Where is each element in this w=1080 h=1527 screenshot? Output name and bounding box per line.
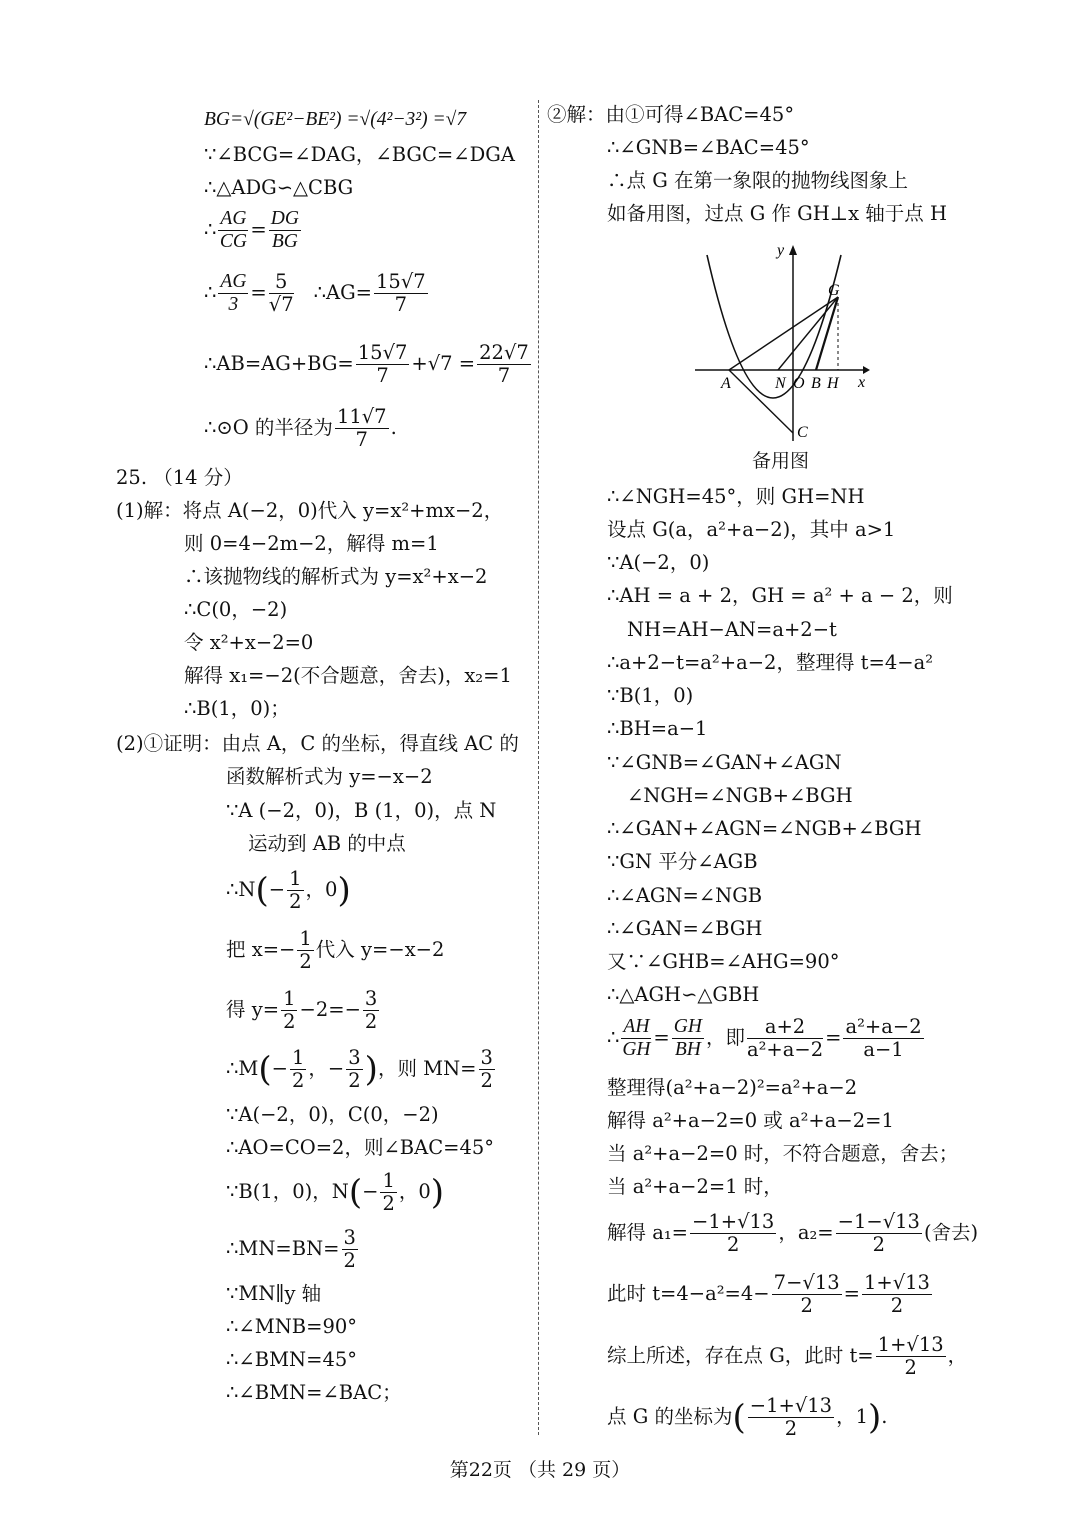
denominator: GH	[622, 1039, 651, 1060]
denominator: BH	[674, 1039, 701, 1060]
line: ∴AO=CO=2，则∠BAC=45°	[226, 1136, 495, 1159]
text: 此时 t=4−a²=4−	[607, 1282, 770, 1305]
text: ∴MN=BN=	[226, 1237, 340, 1260]
text: .	[881, 1405, 888, 1428]
line: ∴BH=a−1	[607, 717, 708, 740]
numerator: 3	[343, 1226, 356, 1249]
numerator: 3	[364, 987, 378, 1010]
fraction	[380, 1170, 396, 1215]
line: ∴∠GAN+∠AGN=∠NGB+∠BGH	[607, 817, 922, 840]
paren: )	[430, 1172, 445, 1213]
text: ∴	[204, 281, 217, 304]
fraction	[346, 1047, 362, 1092]
text: ，	[947, 1344, 968, 1367]
fraction	[477, 342, 531, 387]
line-ratio-2	[204, 271, 430, 316]
fraction	[269, 208, 301, 253]
text: ∴	[204, 218, 217, 241]
line-ratio-1	[204, 208, 303, 253]
fraction	[297, 928, 313, 973]
fraction	[363, 988, 379, 1033]
fraction	[218, 271, 248, 316]
text: 解得 a₁=	[607, 1221, 688, 1244]
fraction	[218, 208, 248, 253]
fraction	[269, 271, 294, 316]
line: ∵MN∥y 轴	[226, 1282, 322, 1305]
line: ∴AH = a + 2，GH = a² + a − 2，则	[607, 584, 953, 607]
line-m-coord	[226, 1047, 497, 1092]
line: ∴C(0，−2)	[184, 598, 288, 621]
denominator: 2	[726, 1233, 740, 1256]
line: ∵GN 平分∠AGB	[607, 850, 758, 873]
text: ，则 MN=	[377, 1057, 477, 1080]
line-g-coord	[607, 1395, 887, 1440]
numerator: DG	[270, 208, 299, 229]
text: 点 G 的坐标为	[607, 1405, 733, 1428]
numerator: 7−√13	[773, 1271, 840, 1294]
line: ②解：由①可得∠BAC=45°	[547, 103, 795, 126]
label-n: N	[775, 375, 786, 392]
denominator: 2	[283, 1010, 296, 1033]
denominator: 2	[299, 950, 312, 973]
denominator: 2	[291, 1069, 305, 1092]
line: 则 0=4−2m−2，解得 m=1	[184, 532, 439, 555]
line: ∴∠GNB=∠BAC=45°	[607, 136, 810, 159]
numerator: −1−√13	[837, 1210, 920, 1233]
line: 如备用图，过点 G 作 GH⊥x 轴于点 H	[607, 202, 947, 225]
numerator: 1	[291, 1046, 305, 1069]
column-divider	[538, 100, 539, 1435]
denominator: BG	[271, 231, 298, 252]
line: ∵A(−2，0)	[607, 551, 710, 574]
line: ∠NGH=∠NGB+∠BGH	[627, 784, 853, 807]
fraction	[335, 406, 389, 451]
denominator: 7	[394, 293, 408, 316]
line: 令 x²+x−2=0	[184, 631, 314, 654]
text: =	[843, 1282, 860, 1305]
numerator: a²+a−2	[845, 1015, 922, 1038]
denominator: 2	[890, 1294, 904, 1317]
numerator: 1	[283, 987, 296, 1010]
fraction	[287, 868, 303, 913]
line-radius	[204, 406, 397, 451]
label-b: B	[811, 375, 821, 392]
numerator: 3	[348, 1046, 361, 1069]
text: ，−	[308, 1057, 345, 1080]
denominator: 2	[872, 1233, 885, 1256]
text: (舍去)	[923, 1221, 979, 1244]
text: .	[390, 416, 397, 439]
fraction	[374, 271, 428, 316]
text: 综上所述，存在点 G，此时 t=	[607, 1344, 874, 1367]
text: 代入 y=−x−2	[315, 938, 445, 961]
denominator: a−1	[863, 1038, 904, 1061]
y-axis-arrow	[789, 245, 797, 255]
fraction	[836, 1211, 922, 1256]
numerator: 22√7	[479, 341, 529, 364]
line-y-value	[226, 988, 381, 1033]
text: 把 x=−	[226, 938, 296, 961]
label-y: y	[777, 242, 785, 259]
fraction	[672, 1016, 704, 1061]
problem-heading: 25. （14 分）	[116, 466, 243, 489]
label-x: x	[858, 374, 866, 391]
denominator: CG	[219, 231, 247, 252]
label-o: O	[793, 375, 805, 392]
text: ∴M	[226, 1057, 259, 1080]
text: ，a₂=	[778, 1221, 834, 1244]
text: ，即	[705, 1026, 745, 1049]
numerator: a+2	[747, 1016, 823, 1039]
fraction	[843, 1016, 923, 1061]
numerator: −1+√13	[749, 1394, 833, 1417]
numerator: AH	[623, 1016, 650, 1037]
line: 又∵∠GHB=∠AHG=90°	[607, 950, 840, 973]
denominator: 2	[343, 1249, 356, 1272]
line: ∴∠BMN=∠BAC；	[226, 1381, 402, 1404]
line: 整理得(a²+a−2)²=a²+a−2	[607, 1076, 858, 1099]
line: 运动到 AB 的中点	[248, 832, 406, 855]
line: ∴∠GAN=∠BGH	[607, 917, 763, 940]
numerator: 3	[480, 1046, 493, 1069]
text: ，0	[305, 878, 338, 901]
denominator: 2	[289, 890, 302, 913]
text: ∴⊙O 的半径为	[204, 416, 333, 439]
numerator: AG	[220, 208, 247, 229]
text: ，0	[398, 1180, 431, 1203]
line: ∴该抛物线的解析式为 y=x²+x−2	[184, 565, 488, 588]
line-proportion	[607, 1016, 926, 1061]
denominator: a²+a−2	[746, 1038, 824, 1061]
label-c: C	[797, 424, 808, 441]
denominator: 2	[784, 1417, 798, 1440]
denominator: 2	[382, 1192, 395, 1215]
paren: )	[337, 870, 351, 911]
denominator: 7	[355, 428, 368, 451]
line-n-coord	[226, 868, 351, 913]
text: ∴AB=AG+BG=	[204, 352, 354, 375]
denominator: 3	[228, 294, 239, 315]
line-angle-equal: ∵∠BCG=∠DAG，∠BGC=∠DGA	[204, 143, 515, 166]
line: 解得 x₁=−2(不合题意，舍去)，x₂=1	[184, 664, 512, 687]
line-a-solutions	[607, 1211, 978, 1256]
numerator: 1	[382, 1169, 395, 1192]
line: 当 a²+a−2=1 时，	[607, 1175, 783, 1198]
text: 得 y=	[226, 998, 280, 1021]
line-ab-value	[204, 342, 533, 387]
line-t-value	[607, 1272, 934, 1317]
line-conclusion	[607, 1334, 967, 1379]
label-h: H	[827, 375, 839, 392]
denominator: 2	[904, 1356, 917, 1379]
fraction	[621, 1016, 651, 1061]
denominator: 7	[376, 364, 389, 387]
numerator: GH	[673, 1016, 702, 1037]
line: ∵A(−2，0)，C(0，−2)	[226, 1103, 439, 1126]
fraction	[862, 1272, 932, 1317]
line: NH=AH−AN=a+2−t	[627, 618, 837, 641]
line-mn-bn	[226, 1227, 360, 1272]
paren: (	[732, 1397, 746, 1438]
line: ∴∠BMN=45°	[226, 1348, 358, 1371]
line: ∴a+2−t=a²+a−2，整理得 t=4−a²	[607, 651, 934, 674]
fraction	[290, 1047, 306, 1092]
label-a: A	[721, 375, 731, 392]
line-similar-triangles: ∴△ADG∽△CBG	[204, 176, 354, 199]
line: 设点 G(a，a²+a−2)，其中 a>1	[607, 518, 896, 541]
numerator: 15√7	[376, 270, 426, 293]
fraction	[748, 1395, 834, 1440]
fraction	[690, 1211, 776, 1256]
line-substitute	[226, 928, 444, 973]
fraction	[772, 1272, 842, 1317]
denominator: 2	[348, 1069, 361, 1092]
line: ∵B(1，0)	[607, 684, 694, 707]
line: 函数解析式为 y=−x−2	[226, 765, 433, 788]
line: ∵∠GNB=∠GAN+∠AGN	[607, 751, 842, 774]
line: 当 a²+a−2=0 时，不符合题意，舍去；	[607, 1142, 959, 1165]
paren: )	[364, 1049, 378, 1090]
line: ∴点 G 在第一象限的抛物线图象上	[607, 169, 908, 192]
paren: (	[258, 1049, 272, 1090]
text: −	[271, 1057, 288, 1080]
denominator: 2	[364, 1010, 378, 1033]
fraction	[356, 342, 410, 387]
numerator: 1	[299, 927, 312, 950]
text: =	[250, 218, 267, 241]
denominator: 2	[800, 1294, 813, 1317]
text: ∴AG=	[313, 281, 373, 304]
line-b-n-coords	[226, 1170, 444, 1215]
text: −	[268, 878, 286, 901]
numerator: 15√7	[357, 341, 408, 364]
text: −2=−	[299, 998, 361, 1021]
page-footer: 第22页 （共 29 页）	[449, 1459, 631, 1481]
line: ∴△AGH∽△GBH	[607, 983, 760, 1006]
fraction	[342, 1227, 358, 1272]
paren: )	[868, 1397, 882, 1438]
line-ag	[729, 297, 838, 370]
figure-caption: 备用图	[752, 450, 810, 472]
numerator: 5	[269, 271, 294, 294]
text: ∵B(1，0)，N	[226, 1180, 349, 1203]
line: ∴∠AGN=∠NGB	[607, 884, 763, 907]
text: =	[250, 281, 267, 304]
line-bg-value: BG=√(GE²−BE²) =√(4²−3²) =√7	[204, 109, 467, 130]
text: ，1	[836, 1405, 868, 1428]
numerator: AG	[220, 271, 247, 292]
text: ∴	[607, 1026, 620, 1049]
denominator: √7	[268, 293, 294, 316]
line: ∴∠NGH=45°，则 GH=NH	[607, 485, 865, 508]
fraction	[281, 988, 297, 1033]
line: ∵A (−2，0)，B (1，0)，点 N	[226, 799, 497, 822]
text: =	[653, 1026, 670, 1049]
denominator: 2	[480, 1069, 493, 1092]
paren: (	[348, 1172, 363, 1213]
numerator: 11√7	[336, 405, 387, 428]
line: (2)①证明：由点 A，C 的坐标，得直线 AC 的	[116, 732, 519, 755]
parabola-figure	[695, 241, 870, 441]
numerator: −1+√13	[691, 1210, 775, 1233]
numerator: 1+√13	[877, 1333, 944, 1356]
label-g: G	[828, 282, 840, 299]
line: ∴B(1，0)；	[184, 697, 290, 720]
fraction	[747, 1016, 823, 1061]
fraction	[876, 1334, 946, 1379]
text: ∴N	[226, 878, 256, 901]
numerator: 1	[289, 867, 302, 890]
line: (1)解：将点 A(−2，0)代入 y=x²+mx−2，	[116, 499, 504, 522]
line: ∴∠MNB=90°	[226, 1315, 358, 1338]
numerator: 1+√13	[863, 1271, 930, 1294]
fraction	[479, 1047, 495, 1092]
x-axis-arrow	[863, 366, 870, 374]
paren: (	[255, 870, 269, 911]
text: =	[825, 1026, 842, 1049]
text: −	[362, 1180, 379, 1203]
denominator: 7	[497, 364, 511, 387]
line: 解得 a²+a−2=0 或 a²+a−2=1	[607, 1109, 894, 1132]
text: +√7 =	[411, 352, 476, 375]
